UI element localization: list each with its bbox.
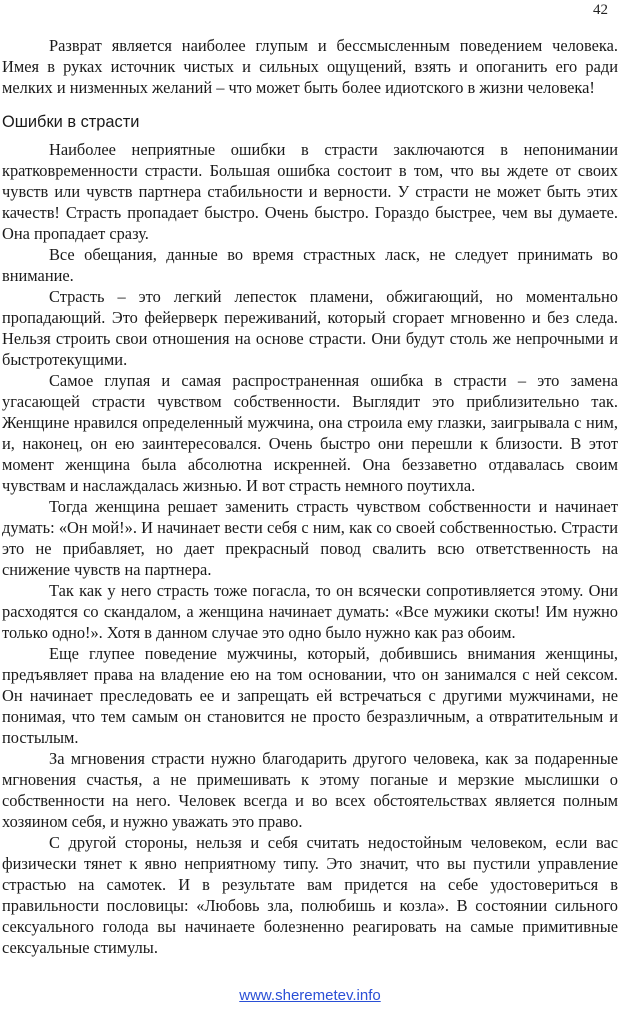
page-footer [0,987,620,1004]
paragraph-8: За мгновения страсти нужно благодарить другого человека, как за подаренные мгновения счастья, а не примешивать к этому поганые и мерзкие мыслишки о собственности на него. Человек всегда и во всех обстоятельствах является полным хозяином себя, и нужно уважать это право. [2,749,618,831]
section-heading: Ошибки в страсти [2,113,140,131]
website-link[interactable]: www.sheremetev.info [239,987,381,1004]
paragraph-3: Страсть – это легкий лепесток пламени, обжигающий, но моментально пропадающий. Это фейерверк переживаний, который сгорает мгновенно и без следа. Нельзя строить свои отношения на основе страсти. Они будут столь же непрочными и быстротекущими. [2,287,618,369]
paragraph-7: Еще глупее поведение мужчины, который, добившись внимания женщины, предъявляет права на владение ею на том основании, что он занимался с ней сексом. Он начинает преследовать ее и запрещать ей встречаться с другими мужчинами, не понимая, что тем самым он становится не просто безразличным, а отвратительным и постылым. [2,644,618,747]
paragraph-6: Так как у него страсть тоже погасла, то он всячески сопротивляется этому. Они расходятся со скандалом, а женщина начинает думать: «Все мужики скоты! Им нужно только одно!». Хотя в данном случае это одно было нужно как раз обоим. [2,581,618,642]
paragraph-2: Все обещания, данные во время страстных ласк, не следует принимать во внимание. [2,245,618,285]
intro-paragraph: Разврат является наиболее глупым и бессмысленным поведением человека. Имея в руках источник чистых и сильных ощущений, взять и опоганить его ради мелких и низменных желаний – что может быть более идиотского в жизни человека! [2,36,618,97]
paragraph-4: Самое глупая и самая распространенная ошибка в страсти – это замена угасающей страсти чувством собственности. Выглядит это приблизительно так. Женщине нравился определенный мужчина, она строила ему глазки, заигрывала с ним, и, наконец, он ею заинтересовался. Очень быстро они перешли к близости. В этот момент женщина была абсолютна искренней. Она беззаветно отдавалась своим чувствам и наслаждалась жизнью. И вот страсть немного поутихла. [2,371,618,495]
paragraph-1: Наиболее неприятные ошибки в страсти заключаются в непонимании кратковременности страсти. Большая ошибка состоит в том, что вы ждете от своих чувств или чувств партнера стабильности и верности. У страсти не может быть этих качеств! Страсть пропадает быстро. Очень быстро. Гораздо быстрее, чем вы думаете. Она пропадает сразу. [2,140,618,243]
paragraph-5: Тогда женщина решает заменить страсть чувством собственности и начинает думать: «Он мой!». И начинает вести себя с ним, как со своей собственностью. Страсти это не прибавляет, но дает прекрасный повод свалить всю ответственность на снижение чувств на партнера. [2,497,618,579]
page-number: 42 [593,2,608,18]
page-content [2,35,618,958]
paragraph-9: С другой стороны, нельзя и себя считать недостойным человеком, если вас физически тянет к явно неприятному типу. Это значит, что вы пустили управление страстью на самотек. И в результате вам придется на себе удостовериться в правильности пословицы: «Любовь зла, полюбишь и козла». В состоянии сильного сексуального голода вы начинаете болезненно реагировать на самые примитивные сексуальные стимулы. [2,833,618,957]
